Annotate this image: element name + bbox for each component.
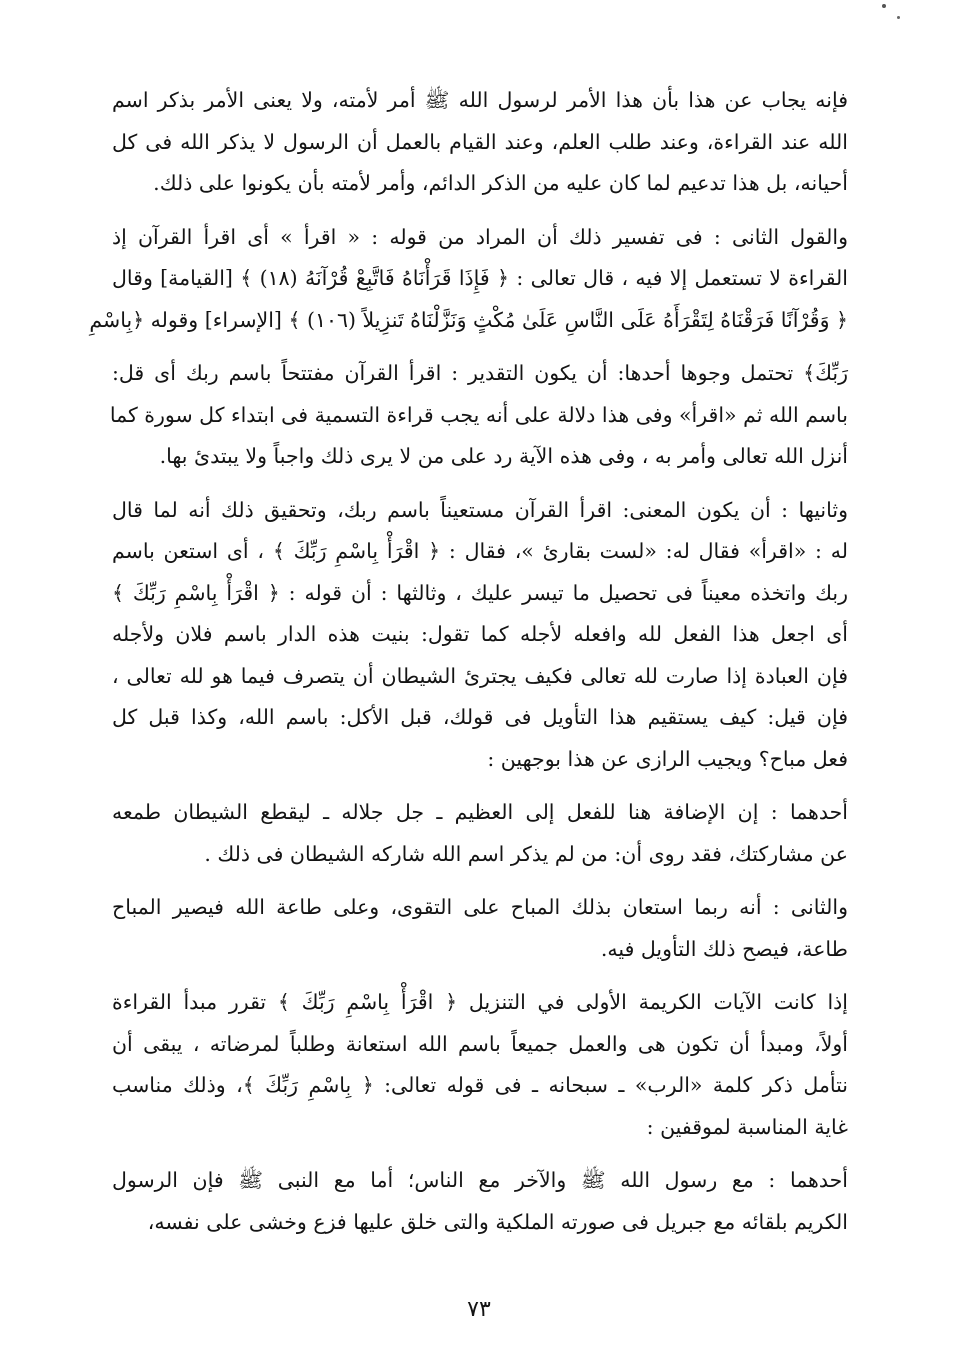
line: أولاً، ومبدأ أن تكون هى والعمل جميعاً باسم الله استعانة وطلباً لمرضاته ، يبقى أن (112, 1031, 848, 1056)
line: ﴿ وَقُرْآنًا فَرَقْنَاهُ لِتَقْرَأَهُ عَلَى النَّاسِ عَلَىٰ مُكْثٍ وَنَزَّلْنَاهُ تَنزِيلاً (١٠٦) ﴾ [الإسراء] وقوله ﴿بِاسْمِ (89, 307, 848, 332)
line: له : «اقرأ» فقال له: «لست بقارئ »، فقال : ﴿ اقْرَأْ بِاسْمِ رَبِّكَ ﴾ ، أى استعن باسم (112, 539, 848, 563)
line: طاعة، فيصح ذلك التأويل فيه. (600, 936, 848, 961)
line: فإنه يجاب عن هذا بأن هذا الأمر لرسول الله ﷺ أمر لأمته، ولا يعنى الأمر بذكر اسم (112, 88, 848, 112)
line: باسم الله ثم «اقرأ» وفى هذا دلالة على أنه يجب قراءة التسمية فى ابتداء كل سورة كما (109, 402, 848, 427)
line: رَبِّكَ﴾ تحتمل وجوها أحدها: أن يكون التقدير : اقرأ القرآن مفتتحاً باسم ربك أى قل: (112, 361, 848, 385)
line: عن مشاركتك، فقد روى أن: من لم يذكر اسم الله شاركه الشيطان فى ذلك . (204, 841, 848, 866)
line: ربك واتخذه معيناً فى تحصيل ما تيسر عليك ، وثالثها : أن قوله : ﴿ اقْرَأْ بِاسْمِ رَبِّكَ ﴾ (112, 580, 848, 605)
paragraph (112, 792, 848, 875)
line: أى اجعل هذا الفعل لله وافعله لأجله كما تقول: بنيت هذه الدار باسم فلان ولأجله (112, 622, 848, 646)
paragraph (89, 217, 848, 342)
line: والثانى : أنه ربما استعان بذلك المباح على التقوى، وعلى طاعة الله فيصير المباح (112, 895, 848, 919)
line: أنزل الله تعالى وأمر به ، وفى هذه الآية رد على من لا يرى ذلك واجباً ولا يبتدئ بها. (159, 444, 848, 468)
line: الله عند القراءة، وعند طلب العلم، وعند القيام بالعمل أن الرسول لا يذكر الله فى كل (112, 129, 848, 154)
paragraph (112, 490, 848, 781)
line: نتأمل ذكر كلمة «الرب» ـ سبحانه ـ فى قوله تعالى: ﴿ بِاسْمِ رَبِّكَ ﴾، وذلك مناسب (112, 1073, 848, 1097)
paragraph (112, 1160, 848, 1243)
line: أحدهما : إن الإضافة هنا للفعل إلى العظيم ـ جل جلاله ـ ليقطع الشيطان طمعه (112, 800, 848, 824)
line: إذا كانت الآيات الكريمة الأولى في التنزيل ﴿ اقْرَأْ بِاسْمِ رَبِّكَ ﴾ تقرر مبدأ القراءة (112, 990, 848, 1014)
line: فإن العبادة إذا صارت لله تعالى فكيف يجترئ الشيطان أن يتصرف فيما هو لله تعالى ، (112, 663, 848, 688)
line: غاية المناسبة لموقفين : (646, 1114, 848, 1139)
paragraph (112, 80, 848, 205)
line: فإن قيل: كيف يستقيم هذا التأويل فى قولك، قبل الأكل: باسم الله، وكذا قبل كل (112, 705, 848, 729)
scan-speck (897, 16, 900, 19)
line: أحيانه، بل هذا تدعيم لما كان عليه من الذكر الدائم، وأمر لأمته بأن يكونوا على ذلك. (153, 171, 848, 195)
line: والقول الثانى : فى تفسير ذلك أن المراد من قوله : « اقرأ » أى اقرأ القرآن إذ (112, 224, 848, 249)
paragraph (112, 982, 848, 1148)
scan-speck (882, 4, 886, 8)
line: القراءة لا تستعمل إلا فيه ، قال تعالى : ﴿ فَإِذَا قَرَأْنَاهُ فَاتَّبِعْ قُرْآنَهُ (١٨) ﴾ [القيامة] وقال (112, 266, 848, 290)
line: الكريم بلقائه مع جبريل فى صورته الملكية والتى خلق عليها فزع وخشى على نفسه، (147, 1209, 848, 1234)
paragraph (109, 353, 848, 478)
page-number: ٧٣ (467, 1297, 491, 1322)
line: وثانيها : أن يكون المعنى: اقرأ القرآن مستعيناً باسم ربك، وتحقيق ذلك أنه لما قال (112, 497, 848, 522)
line: أحدهما : مع رسول الله ﷺ والآخر مع الناس؛ أما مع النبى ﷺ فإن الرسول (112, 1168, 848, 1192)
book-page-text (89, 80, 848, 1255)
line: فعل مباح؟ ويجيب الرازى عن هذا بوجهين : (487, 746, 848, 771)
paragraph (112, 887, 848, 970)
